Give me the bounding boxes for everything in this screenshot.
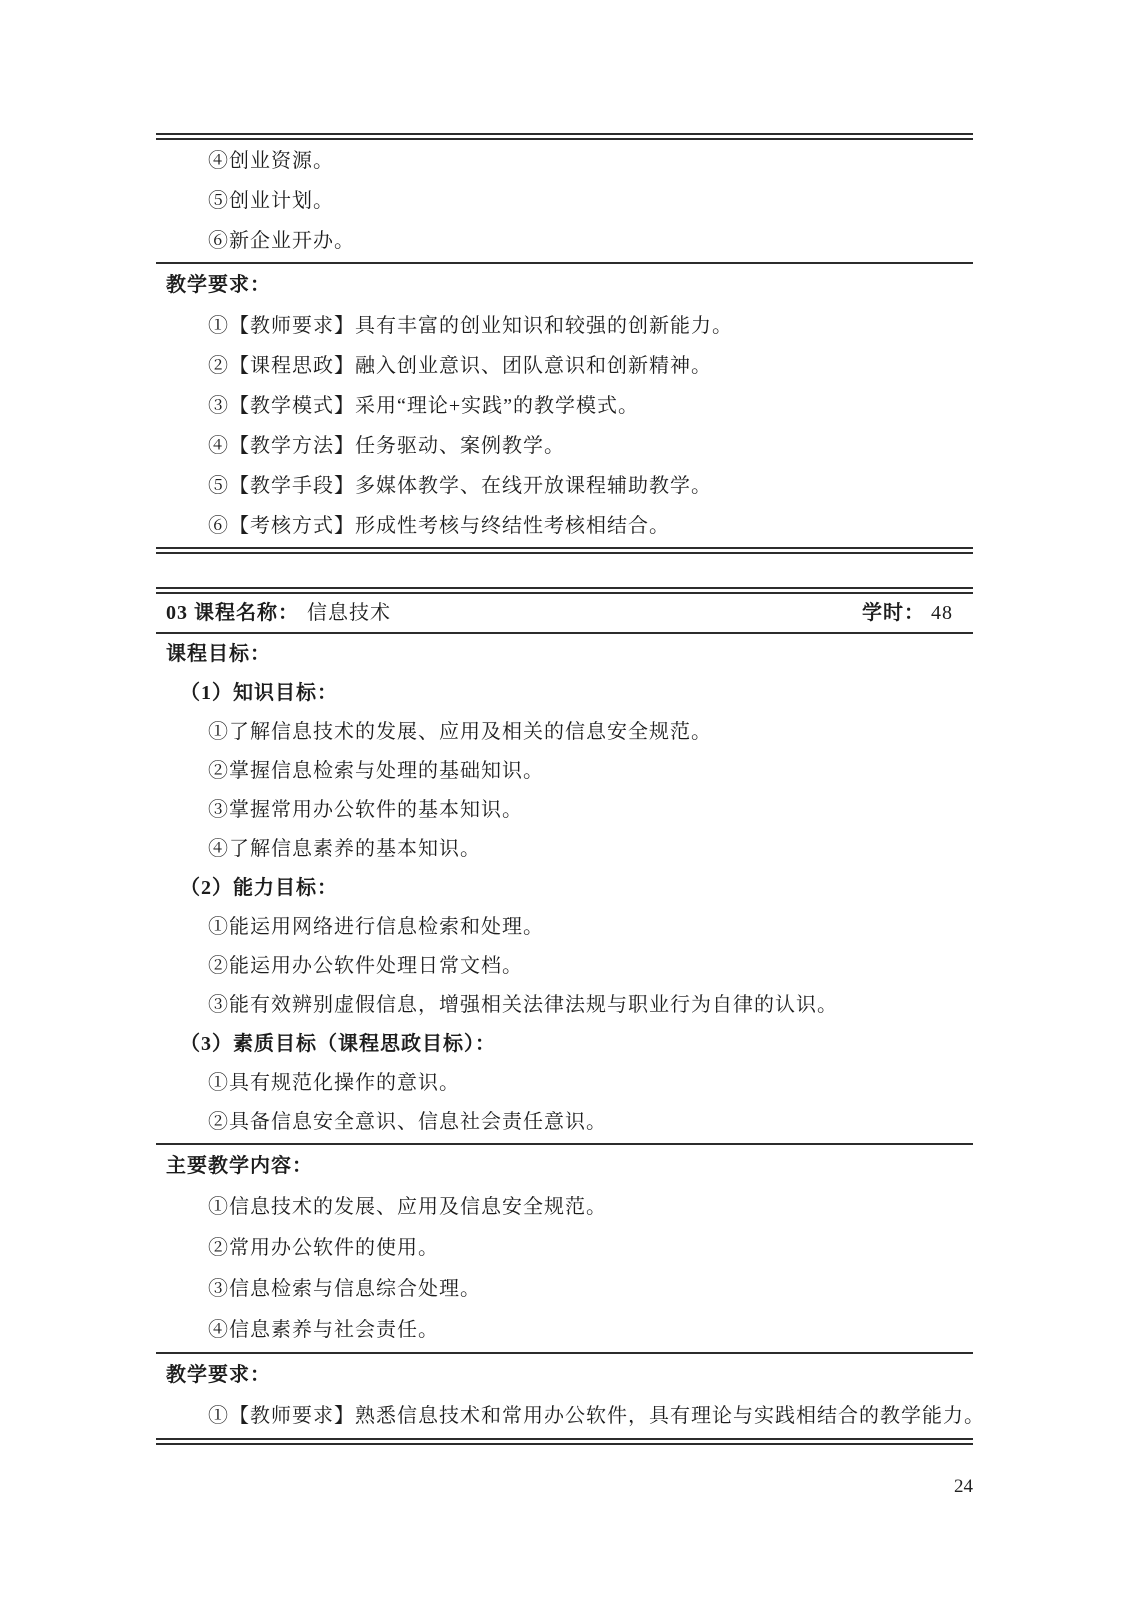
list-item: ②具备信息安全意识、信息社会责任意识。 — [208, 1111, 607, 1133]
list-item: ②能运用办公软件处理日常文档。 — [208, 955, 523, 977]
objective-group-title: （2）能力目标： — [180, 877, 338, 899]
section-heading: 教学要求： — [166, 274, 271, 296]
list-item: ③能有效辨别虚假信息，增强相关法律法规与职业行为自律的认识。 — [208, 994, 838, 1016]
list-item: ③信息检索与信息综合处理。 — [208, 1278, 481, 1300]
course-number-label: 03 课程名称： — [166, 602, 299, 624]
list-item: ⑤【教学手段】多媒体教学、在线开放课程辅助教学。 — [208, 475, 712, 497]
list-item: ②【课程思政】融入创业意识、团队意识和创新精神。 — [208, 355, 712, 377]
list-item: ③掌握常用办公软件的基本知识。 — [208, 799, 523, 821]
section-heading: 教学要求： — [166, 1364, 271, 1386]
section-heading: 课程目标： — [166, 643, 271, 665]
previous-course-teaching-req-cell — [156, 264, 973, 547]
previous-course-content-cell — [156, 140, 973, 262]
course-header-row — [156, 594, 973, 632]
list-item: ②掌握信息检索与处理的基础知识。 — [208, 760, 544, 782]
course-name-group — [166, 594, 391, 632]
list-item: ①能运用网络进行信息检索和处理。 — [208, 916, 544, 938]
list-item: ①具有规范化操作的意识。 — [208, 1072, 460, 1094]
course-03-table — [156, 587, 985, 1445]
course-objectives-cell — [156, 634, 973, 1143]
list-item: ①信息技术的发展、应用及信息安全规范。 — [208, 1196, 607, 1218]
table-gap — [156, 554, 973, 587]
course-main-content-cell — [156, 1145, 973, 1352]
section-heading: 主要教学内容： — [166, 1155, 313, 1177]
page-number: 24 — [954, 1476, 973, 1497]
list-item: ⑥【考核方式】形成性考核与终结性考核相结合。 — [208, 515, 670, 537]
course-name-value: 信息技术 — [307, 602, 391, 624]
table-top-border — [156, 133, 973, 140]
objective-group-title: （3）素质目标（课程思政目标）： — [180, 1033, 496, 1055]
table-top-border — [156, 587, 973, 594]
table-bottom-border — [156, 1438, 973, 1445]
list-item: ⑤创业计划。 — [208, 190, 334, 212]
table-bottom-border — [156, 547, 973, 554]
course-teaching-req-cell — [156, 1354, 985, 1438]
list-item: ①了解信息技术的发展、应用及相关的信息安全规范。 — [208, 721, 712, 743]
previous-course-table — [156, 133, 973, 554]
list-item: ①【教师要求】熟悉信息技术和常用办公软件，具有理论与实践相结合的教学能力。 — [208, 1405, 985, 1427]
list-item: ④了解信息素养的基本知识。 — [208, 838, 481, 860]
list-item: ④信息素养与社会责任。 — [208, 1319, 439, 1341]
list-item: ①【教师要求】具有丰富的创业知识和较强的创新能力。 — [208, 315, 733, 337]
course-hours-group — [862, 594, 953, 632]
objective-group-title: （1）知识目标： — [180, 682, 338, 704]
hours-label: 学时： — [862, 602, 925, 624]
list-item: ⑥新企业开办。 — [208, 230, 355, 252]
document-body — [156, 133, 985, 1445]
list-item: ④创业资源。 — [208, 150, 334, 172]
list-item: ③【教学模式】采用“理论+实践”的教学模式。 — [208, 395, 640, 417]
list-item: ④【教学方法】任务驱动、案例教学。 — [208, 435, 565, 457]
hours-value: 48 — [931, 602, 953, 624]
list-item: ②常用办公软件的使用。 — [208, 1237, 439, 1259]
